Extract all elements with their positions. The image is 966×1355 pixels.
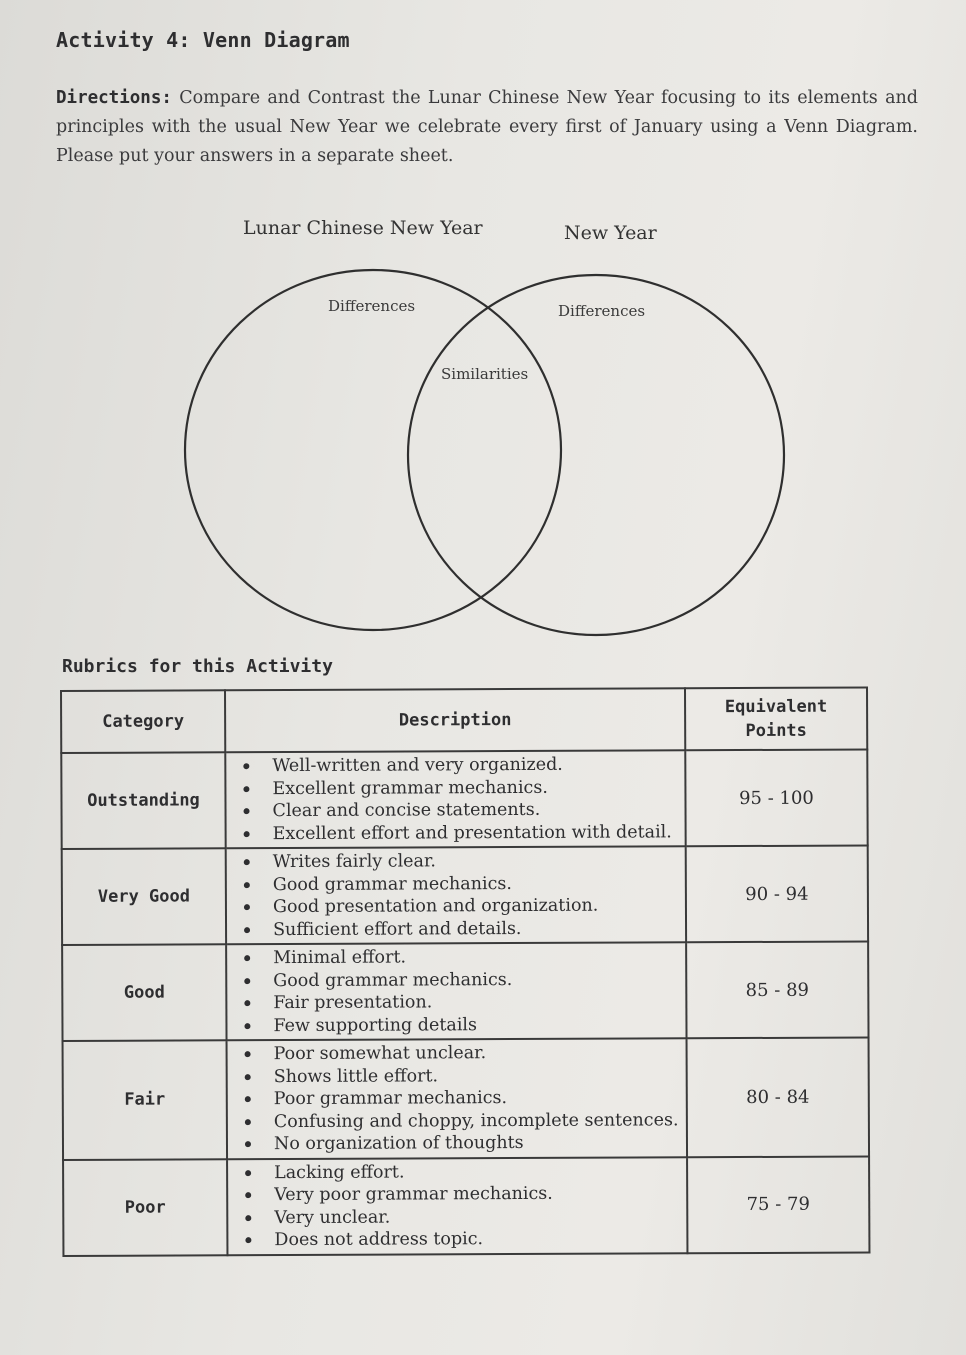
- row-points: 90 - 94: [686, 845, 868, 942]
- venn-left-differences: Differences: [328, 297, 416, 315]
- rubrics-title: Rubrics for this Activity: [62, 656, 333, 677]
- table-row: [63, 1037, 870, 1159]
- table-row: [61, 749, 867, 849]
- list-item: Poor grammar mechanics.: [228, 1086, 682, 1110]
- venn-left-title: Lunar Chinese New Year: [243, 217, 483, 239]
- activity-title: Activity 4: Venn Diagram: [56, 28, 350, 52]
- list-item: Confusing and choppy, incomplete sentences.: [228, 1109, 682, 1133]
- row-category: Good: [62, 944, 226, 1041]
- list-item: Very unclear.: [228, 1205, 682, 1229]
- table-row: [62, 845, 868, 945]
- rubrics-header-row: [61, 687, 867, 753]
- header-category: Category: [61, 690, 225, 753]
- header-description: Description: [225, 688, 685, 752]
- row-category: Poor: [63, 1159, 227, 1256]
- header-points: [685, 687, 867, 750]
- list-item: Excellent grammar mechanics.: [226, 776, 680, 800]
- list-item: Minimal effort.: [227, 945, 681, 969]
- row-points: 85 - 89: [686, 941, 868, 1038]
- venn-right-differences: Differences: [558, 302, 646, 320]
- row-description: [227, 1038, 688, 1159]
- venn-similarities: Similarities: [441, 365, 529, 383]
- list-item: Good grammar mechanics.: [227, 872, 681, 896]
- row-description: [226, 846, 686, 944]
- list-item: Very poor grammar mechanics.: [228, 1182, 682, 1206]
- row-description: [225, 750, 685, 848]
- directions-text: Compare and Contrast the Lunar Chinese New Year focusing to its elements and principles with the usual New Year we celebrate every first of January using a Venn Diagram. Please put your answers in a separate sheet.: [56, 88, 918, 166]
- list-item: Good grammar mechanics.: [227, 968, 681, 992]
- row-points: 80 - 84: [687, 1037, 870, 1156]
- rubrics-table: [60, 686, 870, 1256]
- table-row: [62, 941, 868, 1041]
- list-item: Fair presentation.: [227, 990, 681, 1014]
- list-item: Does not address topic.: [228, 1227, 682, 1251]
- list-item: Good presentation and organization.: [227, 894, 681, 918]
- header-points-line1: Equivalent: [724, 696, 828, 718]
- venn-left-circle: [185, 270, 561, 630]
- header-points-line2: Points: [745, 720, 807, 742]
- row-category: Outstanding: [61, 752, 225, 849]
- list-item: Excellent effort and presentation with detail.: [227, 821, 681, 845]
- list-item: Sufficient effort and details.: [227, 917, 681, 941]
- row-points: 95 - 100: [685, 749, 867, 846]
- row-category: Very Good: [62, 848, 226, 945]
- venn-right-circle: [408, 275, 784, 635]
- list-item: Shows little effort.: [228, 1064, 682, 1088]
- list-item: No organization of thoughts: [228, 1131, 682, 1155]
- list-item: Few supporting details: [227, 1013, 681, 1037]
- list-item: Well-written and very organized.: [226, 753, 680, 777]
- list-item: Poor somewhat unclear.: [228, 1041, 682, 1065]
- venn-diagram: [0, 0, 966, 660]
- list-item: Lacking effort.: [228, 1160, 682, 1184]
- directions-label: Directions:: [56, 88, 172, 108]
- table-row: [63, 1156, 869, 1256]
- list-item: Writes fairly clear.: [227, 849, 681, 873]
- list-item: Clear and concise statements.: [226, 798, 680, 822]
- row-category: Fair: [63, 1040, 228, 1159]
- row-description: [226, 942, 686, 1040]
- venn-right-title: New Year: [564, 222, 657, 244]
- row-description: [227, 1157, 687, 1255]
- row-points: 75 - 79: [687, 1156, 869, 1253]
